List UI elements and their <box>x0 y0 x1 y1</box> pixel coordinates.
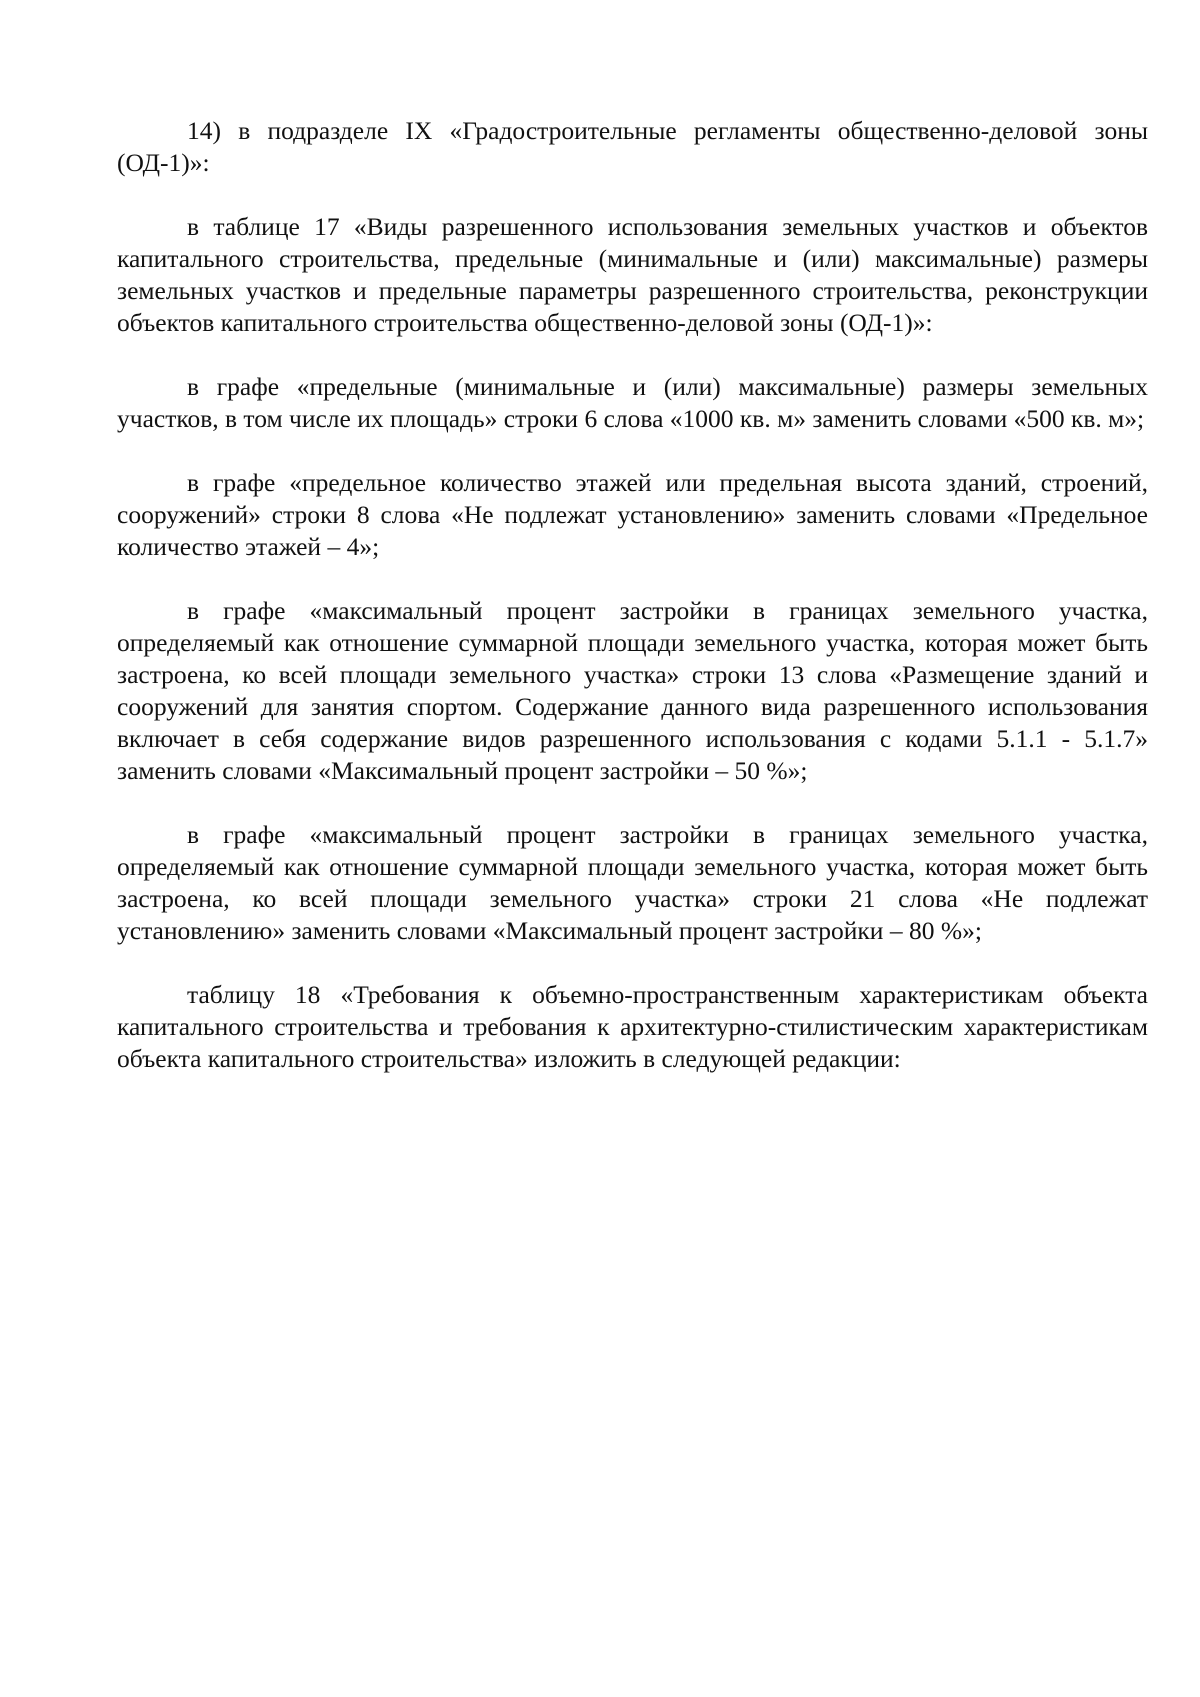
paragraph-row-8: в графе «предельное количество этажей или предельная высота зданий, строений, сооружений» строки 8 слова «Не подлежат установлению» заменить словами «Предельное количество этажей – 4»; <box>117 468 1148 561</box>
paragraph-row-21: в графе «максимальный процент застройки в границах земельного участка, определяемый как отношение суммарной площади земельного участка, которая может быть застроена, ко всей площади земельного участка» строки 21 слова «Не подлежат установлению» заменить словами «Максимальный процент застройки – 80 %»; <box>117 820 1148 945</box>
document-body <box>117 115 1148 1107</box>
paragraph-row-6: в графе «предельные (минимальные и (или) максимальные) размеры земельных участков, в том числе их площадь» строки 6 слова «1000 кв. м» заменить словами «500 кв. м»; <box>117 372 1148 433</box>
paragraph-item-14: 14) в подразделе IX «Градостроительные регламенты общественно-деловой зоны (ОД-1)»: <box>117 116 1148 177</box>
paragraph-row-13: в графе «максимальный процент застройки в границах земельного участка, определяемый как отношение суммарной площади земельного участка, которая может быть застроена, ко всей площади земельного участка» строки 13 слова «Размещение зданий и сооружений для занятия спортом. Содержание данного вида разрешенного использования включает в себя содержание видов разрешенного использования с кодами 5.1.1 - 5.1.7» заменить словами «Максимальный процент застройки – 50 %»; <box>117 596 1148 785</box>
paragraph-table-18: таблицу 18 «Требования к объемно-пространственным характеристикам объекта капитального строительства и требования к архитектурно-стилистическим характеристикам объекта капитального строительства» изложить в следующей редакции: <box>117 980 1148 1073</box>
paragraph-table-17: в таблице 17 «Виды разрешенного использования земельных участков и объектов капитального строительства, предельные (минимальные и (или) максимальные) размеры земельных участков и предельные параметры разрешенного строительства, реконструкции объектов капитального строительства общественно-деловой зоны (ОД-1)»: <box>117 212 1148 337</box>
